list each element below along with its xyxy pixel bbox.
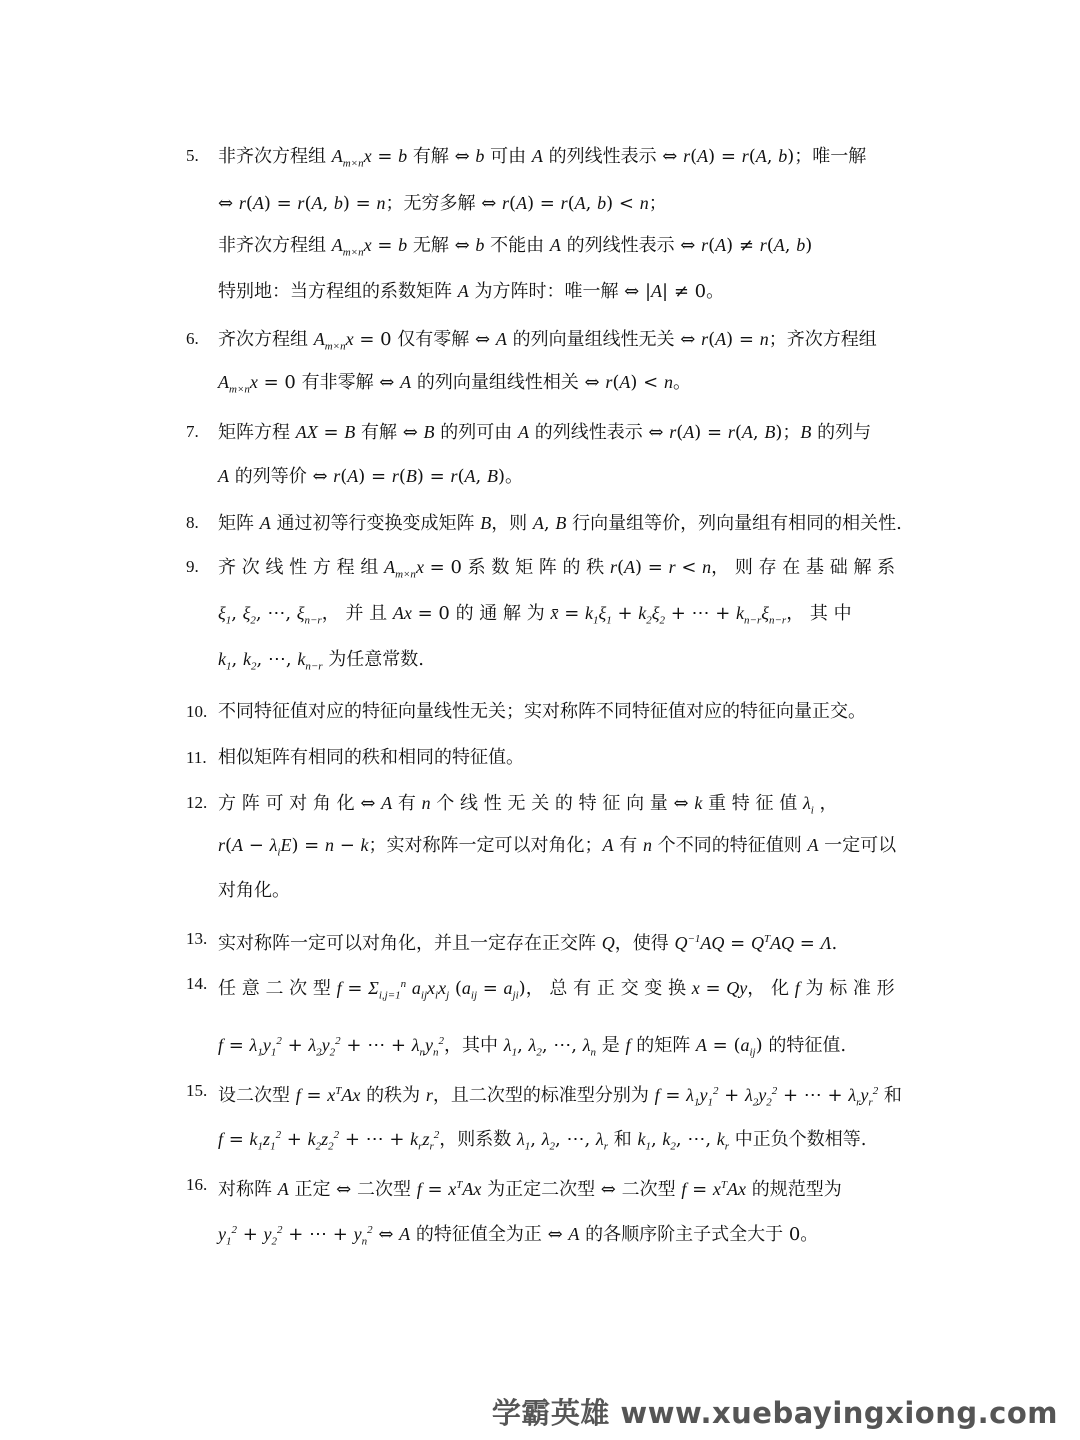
item-line: 非齐次方程组 $A_{m\times n}x = b$ 有解 ⇔ b 可由 A 的列线性表示 ⇔ r(A) = r(A, b)；唯一解 <box>218 146 867 170</box>
item-number: 5. <box>186 146 199 165</box>
item-line: 相似矩阵有相同的秩和相同的特征值。 <box>218 747 524 768</box>
item-line: 齐次方程组 $A_{m\times n}x = 0$ 仅有零解 ⇔ A 的列向量组线性无关 ⇔ r(A) = n；齐次方程组 <box>218 329 877 353</box>
item-line: A 的列等价 ⇔ r(A) = r(B) = r(A, B)。 <box>218 466 523 487</box>
item-line: 不同特征值对应的特征向量线性无关；实对称阵不同特征值对应的特征向量正交。 <box>218 701 866 722</box>
item-line: 设二次型 $f = x^TAx$ 的秩为 r，且二次型的标准型分别为 $f = \lambda_1y_1^2 + \lambda_2y_2^2$ + ⋯ + $\lambda_ry_r^2$ 和 <box>218 1085 902 1109</box>
item-number: 13. <box>186 929 208 948</box>
item-line: $A_{m\times n}x = 0$ 有非零解 ⇔ A 的列向量组线性相关 ⇔ r(A) < n。 <box>218 372 691 396</box>
item-line: 矩阵方程 AX = B 有解 ⇔ B 的列可由 A 的列线性表示 ⇔ r(A) = r(A, B)；B 的列与 <box>218 422 872 443</box>
item-line: $\xi_1$, $\xi_2$, ⋯, $\xi_{n-r}$， 并 且 Ax = 0 的 通 解 为 x̄ = $k_1\xi_1 + k_2\xi_2$ + ⋯ + $k_{n-r}\xi_{n-r}$， 其 中 <box>218 603 852 627</box>
item-line: 实对称阵一定可以对角化，并且一定存在正交阵 Q，使得 $Q^{-1}AQ = Q^TAQ = \Lambda$. <box>218 933 838 954</box>
item-number: 12. <box>186 793 208 812</box>
item-number: 14. <box>186 974 208 993</box>
item-line: ⇔ r(A) = r(A, b) = n；无穷多解 ⇔ r(A) = r(A, b) < n； <box>218 193 667 214</box>
item-line: 对角化。 <box>218 880 290 901</box>
item-line: 矩阵 A 通过初等行变换变成矩阵 B，则 A, B 行向量组等价，列向量组有相同的相关性. <box>218 513 902 534</box>
item-line: 非齐次方程组 $A_{m\times n}x = b$ 无解 ⇔ b 不能由 A 的列线性表示 ⇔ r(A) ≠ r(A, b) <box>218 235 813 259</box>
item-number: 6. <box>186 329 199 348</box>
item-number: 15. <box>186 1081 208 1100</box>
item-line: $k_1$, $k_2$, ⋯, $k_{n-r}$ 为任意常数. <box>218 649 425 673</box>
item-line: 对称阵 A 正定 ⇔ 二次型 $f = x^TAx$ 为正定二次型 ⇔ 二次型 $f = x^TAx$ 的规范型为 <box>218 1179 842 1200</box>
item-number: 8. <box>186 513 199 532</box>
item-line: $f = k_1z_1^2 + k_2z_2^2$ + ⋯ + $k_rz_r^2$，则系数 $\lambda_1$, $\lambda_2$, ⋯, $\lambda_r$ 和 $k_1$, $k_2$, ⋯, $k_r$ 中正负个数相等. <box>218 1129 867 1153</box>
item-number: 10. <box>186 702 208 721</box>
item-line: 任 意 二 次 型 $f = \Sigma_{i,j=1}^n$ $a_{ij}x_ix_j$ $(a_{ij} = a_{ji})$， 总 有 正 交 变 换 x = Qy， 化 f 为 标 准 形 <box>218 978 895 1002</box>
item-line: 特别地：当方程组的系数矩阵 A 为方阵时：唯一解 ⇔ |A| ≠ 0。 <box>218 281 725 302</box>
watermark: 学霸英雄 www.xuebayingxiong.com <box>491 1396 1058 1430</box>
item-number: 11. <box>186 748 207 767</box>
item-number: 16. <box>186 1175 208 1194</box>
item-line: $r(A - \lambda_iE) = n - k$；实对称阵一定可以对角化；A 有 n 个不同的特征值则 A 一定可以 <box>218 835 897 859</box>
item-number: 7. <box>186 422 199 441</box>
item-line: $y_1^2 + y_2^2$ + ⋯ + $y_n^2$ ⇔ A 的特征值全为正 ⇔ A 的各顺序阶主子式全大于 0。 <box>218 1224 819 1248</box>
item-number: 9. <box>186 557 199 576</box>
item-line: 方 阵 可 对 角 化 ⇔ A 有 n 个 线 性 无 关 的 特 征 向 量 ⇔ k 重 特 征 值 $\lambda_i$ ， <box>218 793 838 817</box>
item-line: 齐 次 线 性 方 程 组 $A_{m\times n}x = 0$ 系 数 矩 阵 的 秩 r(A) = r < n， 则 存 在 基 础 解 系 <box>218 557 896 581</box>
item-line: $f = \lambda_1y_1^2 + \lambda_2y_2^2$ + ⋯ + $\lambda_ny_n^2$，其中 $\lambda_1$, $\lambda_2$, ⋯, $\lambda_n$ 是 f 的矩阵 $A = (a_{ij})$ 的特征值. <box>218 1035 847 1059</box>
